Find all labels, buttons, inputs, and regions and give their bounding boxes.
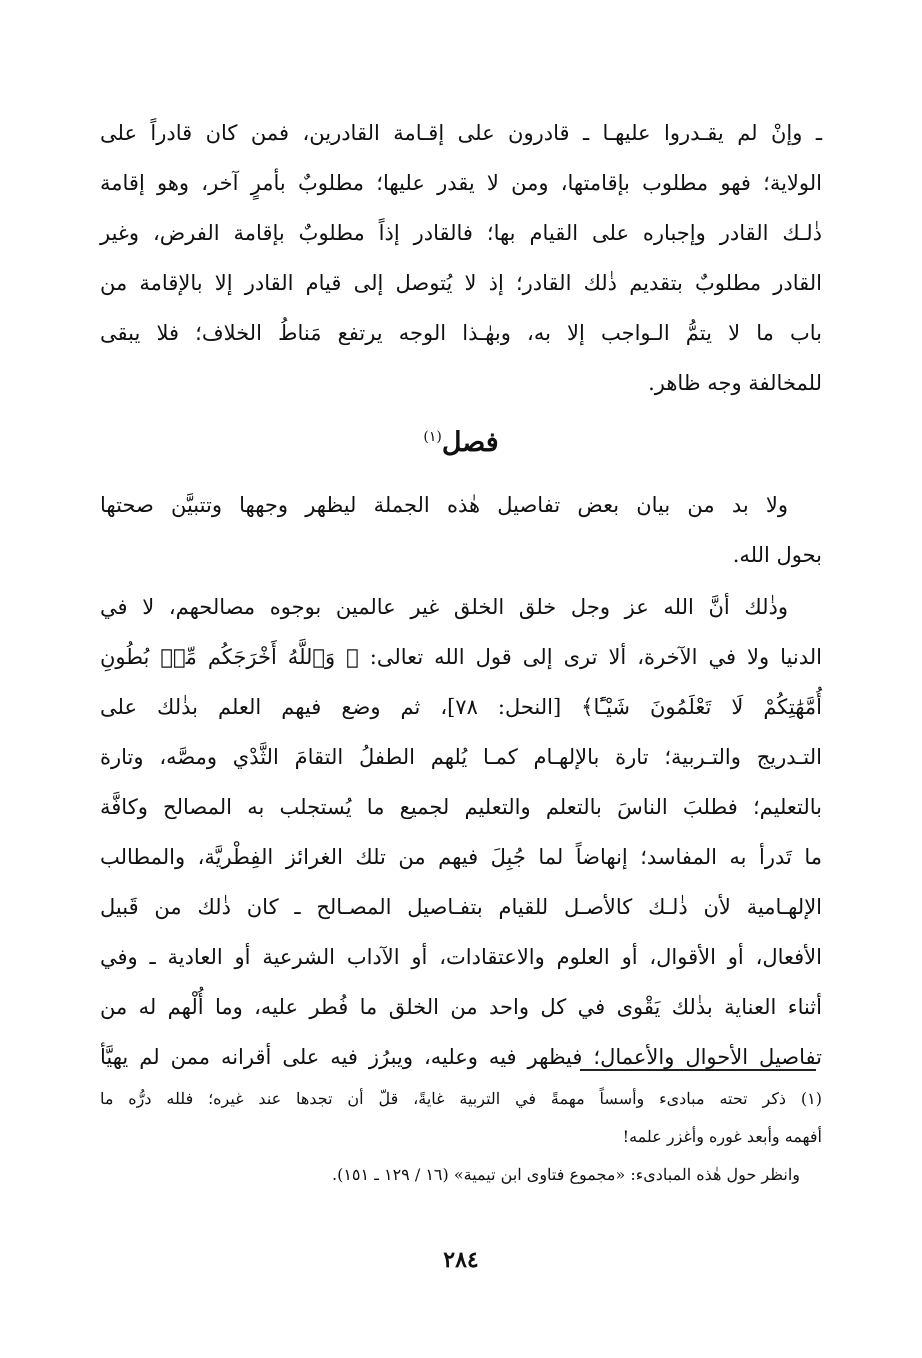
text-line: ـ وإنْ لم يقـدروا عليهـا ـ قادرون على إقـامة القادرين، فمن كان قادراً على [100,121,822,145]
text-line: بحول الله. [732,543,822,567]
text-line: باب ما لا يتمُّ الـواجب إلا به، وبهٰـذا الوجه يرتفع مَناطُ الخلاف؛ فلا يبقى [100,321,822,345]
footnote-divider [580,1069,816,1071]
text-line: تفاصيل الأحوال والأعمال؛ فيظهر فيه وعليه، ويبرُز فيه على أقرانه ممن لم يهيَّأ [100,1045,822,1069]
text-line: الأفعال، أو الأقوال، أو العلوم والاعتقادات، أو الآداب الشرعية أو العادية ـ وفي [100,945,822,969]
text-line: بالتعليم؛ فطلبَ الناسَ بالتعلم والتعليم لجميع ما يُستجلب به المصالح وكافَّة [100,795,823,819]
footnote-line: وانظر حول هٰذه المبادىء: «مجموع فتاوى ابن تيمية» (١٦ / ١٢٩ ـ ١٥١). [332,1165,800,1184]
text-line: أثناء العناية بذٰلك يَقْوى في كل واحد من الخلق ما فُطر عليه، وما أُلْهم له من [100,995,822,1019]
text-line: ولا بد من بيان بعض تفاصيل هٰذه الجملة ليظهر وجهها وتتبيَّن صحتها [100,493,788,517]
body-paragraph-2 [100,480,822,580]
footnote-line: (١) ذكر تحته مبادىء وأسساً مهمةً في التربية غايةً، قلّ أن تجدها عند غيره؛ فلله درُّه ما [100,1089,822,1108]
text-line: الولاية؛ فهو مطلوب بإقامتها، ومن لا يقدر عليها؛ مطلوبٌ بأمرٍ آخر، وهو إقامة [100,171,822,195]
footnote-reference: (١) [423,429,442,445]
footnote-line: أفهمه وأبعد غوره وأغزر علمه! [622,1127,822,1146]
body-paragraph-3 [100,582,822,1082]
text-line: القادر مطلوبٌ بتقديم ذٰلك القادر؛ إذ لا يُتوصل إلى قيام القادر إلا بالإقامة من [100,271,822,295]
footnotes [100,1080,822,1194]
section-heading [0,412,922,468]
text-line: وذٰلك أنَّ الله عز وجل خلق الخلق غير عالمين بوجوه مصالحهم، لا في [100,595,788,619]
section-heading-text: فصل [441,427,499,458]
text-line: التـدريج والتـربية؛ تارة بالإلهـام كمـا يُلهم الطفلُ التقامَ الثَّدْي ومصَّه، وتارة [100,745,822,769]
page-number: ٢٨٤ [443,1247,479,1273]
text-line: ذٰلـك القادر وإجباره على القيام بها؛ فالقادر إذاً مطلوبٌ بإقامة الفرض، وغير [100,221,822,245]
text-line: أُمَّهَٰتِكُمْ لَا تَعْلَمُونَ شَيْـًٔا﴾ [النحل: ٧٨]، ثم وضع فيهم العلم بذٰلك على [100,695,822,719]
text-line: الإلهـامية لأن ذٰلـك كالأصـل للقيام بتفـاصيل المصـالح ـ كان ذٰلك من قَبيل [100,895,822,919]
body-paragraph-1 [100,108,822,408]
text-line: للمخالفة وجه ظاهر. [648,371,822,395]
text-line: ما تَدرأ به المفاسد؛ إنهاضاً لما جُبِلَ فيهم من تلك الغرائز الفِطْريَّة، والمطالب [100,845,822,869]
text-line: الدنيا ولا في الآخرة، ألا ترى إلى قول الله تعالى: ﴿ وَٱللَّهُ أَخْرَجَكُم مِّنۢ بُطُونِ [100,645,822,669]
